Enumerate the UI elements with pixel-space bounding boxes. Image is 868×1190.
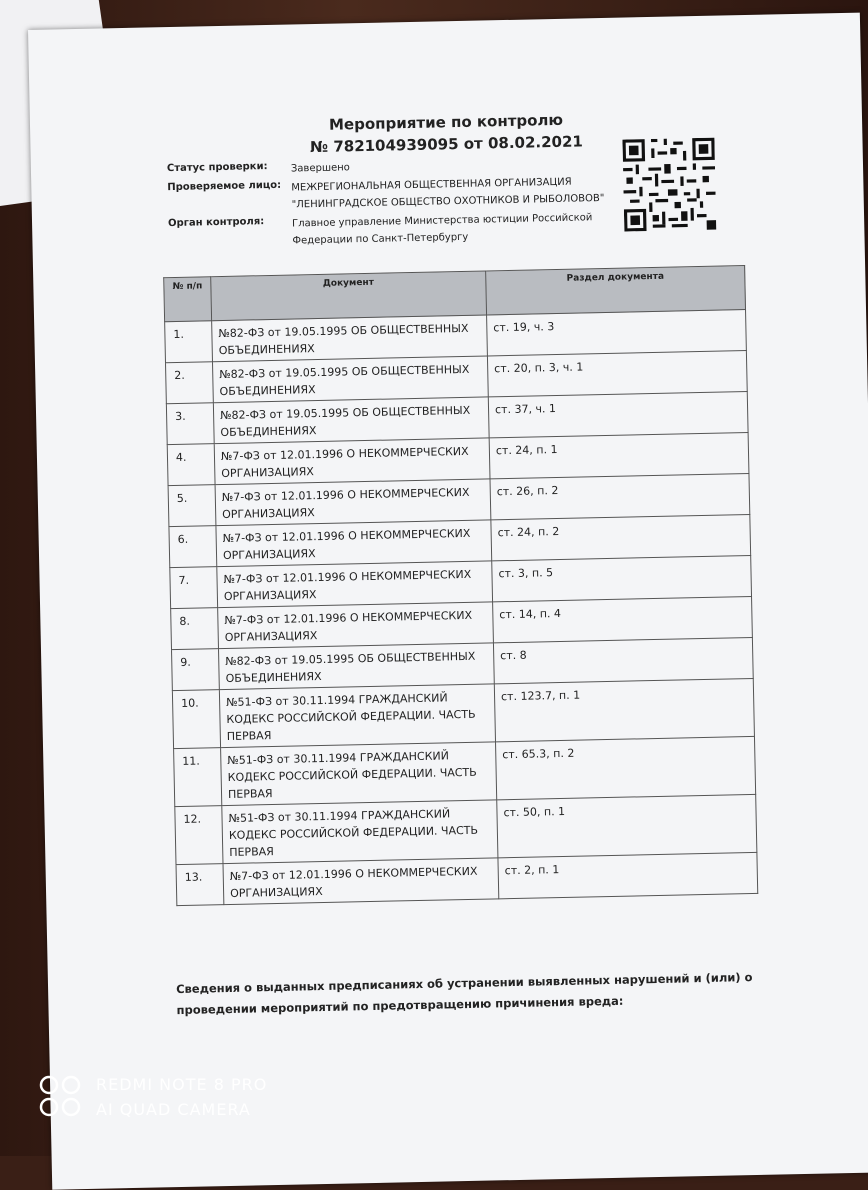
meta-label: Орган контроля:	[167, 216, 265, 230]
row-section: ст. 2, п. 1	[498, 852, 758, 898]
row-document: №7-ФЗ от 12.01.1996 О НЕКОММЕРЧЕСКИХ ОРГАНИЗАЦИЯХ	[214, 438, 490, 485]
quad-camera-icon	[38, 1074, 84, 1118]
row-number: 2.	[165, 362, 213, 404]
row-document: №82-ФЗ от 19.05.1995 ОБ ОБЩЕСТВЕННЫХ ОБЪЕДИНЕНИЯХ	[213, 397, 489, 444]
row-section: ст. 19, ч. 3	[487, 310, 747, 356]
row-number: 8.	[171, 608, 219, 650]
row-section: ст. 24, п. 1	[489, 433, 749, 479]
qr-code-icon	[622, 138, 716, 232]
row-section: ст. 37, ч. 1	[488, 392, 748, 438]
meta-label: Проверяемое лицо:	[167, 179, 282, 194]
row-section: ст. 3, п. 5	[492, 555, 752, 601]
meta-value: Завершено	[290, 162, 350, 175]
row-section: ст. 24, п. 2	[491, 514, 751, 560]
header-number: № п/п	[164, 277, 212, 322]
row-number: 4.	[167, 444, 215, 486]
row-number: 11.	[174, 748, 222, 807]
row-document: №7-ФЗ от 12.01.1996 О НЕКОММЕРЧЕСКИХ ОРГАНИЗАЦИЯХ	[217, 561, 493, 608]
row-number: 13.	[176, 864, 224, 906]
row-section: ст. 50, п. 1	[497, 794, 757, 857]
row-number: 6.	[169, 526, 217, 568]
row-number: 9.	[172, 649, 220, 691]
meta-value: МЕЖРЕГИОНАЛЬНАЯ ОБЩЕСТВЕННАЯ ОРГАНИЗАЦИЯ "ЛЕНИНГРАДСКОЕ ОБЩЕСТВО ОХОТНИКОВ И РЫБОЛОВОВ"	[291, 176, 605, 211]
watermark-camera: AI QUAD CAMERA	[96, 1100, 251, 1119]
watermark-model: REDMI NOTE 8 PRO	[96, 1075, 268, 1094]
document-number: № 782104939095 от 08.02.2021	[309, 132, 584, 157]
row-document: №82-ФЗ от 19.05.1995 ОБ ОБЩЕСТВЕННЫХ ОБЪЕДИНЕНИЯХ	[212, 356, 488, 403]
header-section: Раздел документа	[486, 266, 746, 315]
row-document: №7-ФЗ от 12.01.1996 О НЕКОММЕРЧЕСКИХ ОРГАНИЗАЦИЯХ	[223, 858, 499, 905]
document-title: Мероприятие по контролю	[328, 110, 564, 134]
row-section: ст. 26, п. 2	[490, 473, 750, 519]
row-number: 12.	[175, 806, 223, 865]
row-document: №51-ФЗ от 30.11.1994 ГРАЖДАНСКИЙ КОДЕКС РОССИЙСКОЙ ФЕДЕРАЦИИ. ЧАСТЬ ПЕРВАЯ	[221, 742, 497, 806]
row-document: №82-ФЗ от 19.05.1995 ОБ ОБЩЕСТВЕННЫХ ОБЪЕДИНЕНИЯХ	[212, 315, 488, 362]
header-document: Документ	[211, 271, 487, 321]
row-number: 10.	[172, 690, 220, 749]
row-section: ст. 65.3, п. 2	[496, 736, 756, 799]
meta-label: Статус проверки:	[166, 161, 268, 175]
row-section: ст. 8	[493, 637, 753, 683]
row-document: №7-ФЗ от 12.01.1996 О НЕКОММЕРЧЕСКИХ ОРГАНИЗАЦИЯХ	[216, 520, 492, 567]
inspection-meta	[167, 154, 609, 254]
row-document: №82-ФЗ от 19.05.1995 ОБ ОБЩЕСТВЕННЫХ ОБЪЕДИНЕНИЯХ	[218, 643, 494, 690]
row-section: ст. 123.7, п. 1	[494, 678, 754, 741]
row-section: ст. 20, п. 3, ч. 1	[487, 351, 747, 397]
row-document: №7-ФЗ от 12.01.1996 О НЕКОММЕРЧЕСКИХ ОРГАНИЗАЦИЯХ	[218, 602, 494, 649]
meta-row-authority	[168, 209, 609, 252]
prescriptions-info: Сведения о выданных предписаниях об устранении выявленных нарушений и (или) о проведении мероприятий по предотвращению причинения вреда:	[175, 970, 753, 1018]
meta-value: Главное управление Министерства юстиции Российской Федерации по Санкт-Петербургу	[292, 212, 593, 247]
row-number: 1.	[165, 321, 213, 363]
row-document: №51-ФЗ от 30.11.1994 ГРАЖДАНСКИЙ КОДЕКС РОССИЙСКОЙ ФЕДЕРАЦИИ. ЧАСТЬ ПЕРВАЯ	[222, 800, 498, 864]
document-page	[28, 13, 868, 1190]
row-number: 3.	[166, 403, 214, 445]
watermark-text	[96, 1072, 267, 1122]
row-section: ст. 14, п. 4	[493, 596, 753, 642]
row-number: 5.	[168, 485, 216, 527]
documents-table	[163, 265, 758, 906]
row-number: 7.	[170, 567, 218, 609]
row-document: №7-ФЗ от 12.01.1996 О НЕКОММЕРЧЕСКИХ ОРГАНИЗАЦИЯХ	[215, 479, 491, 526]
row-document: №51-ФЗ от 30.11.1994 ГРАЖДАНСКИЙ КОДЕКС РОССИЙСКОЙ ФЕДЕРАЦИИ. ЧАСТЬ ПЕРВАЯ	[219, 684, 495, 748]
